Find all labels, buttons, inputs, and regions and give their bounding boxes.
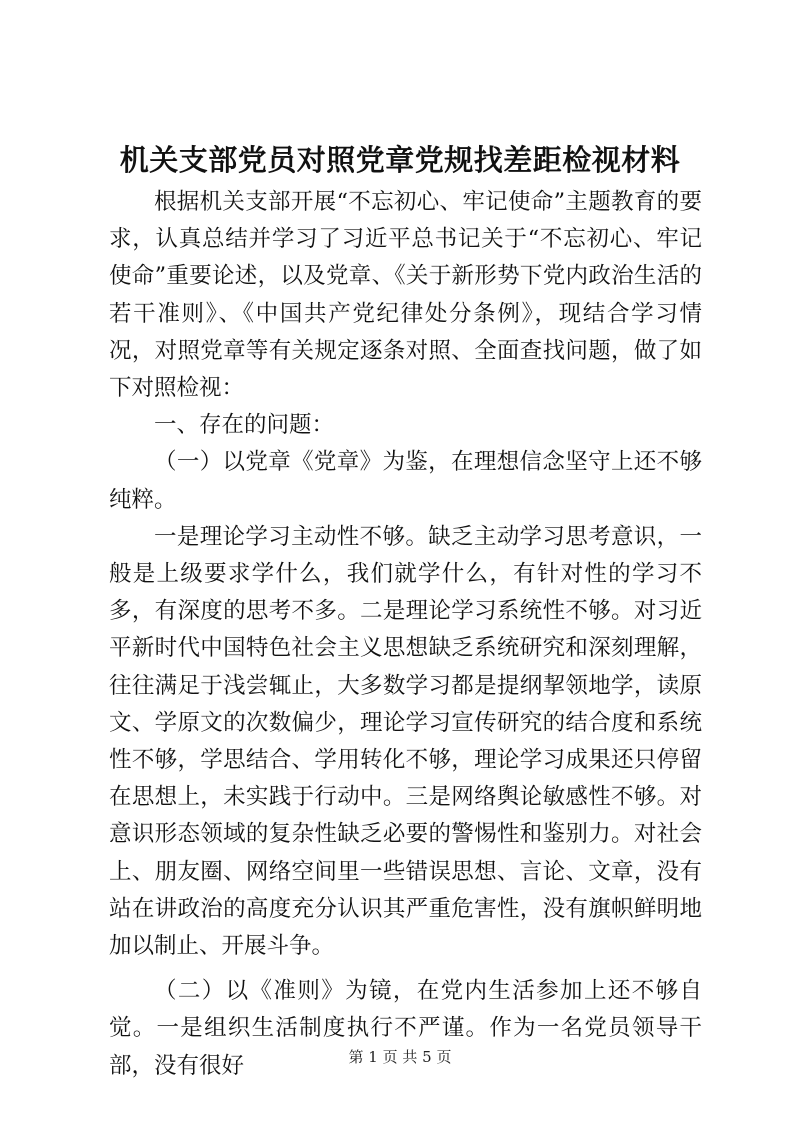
page-footer: 第 1 页 共 5 页 (348, 1048, 452, 1066)
paragraph-intro: 根据机关支部开展“不忘初心、牢记使命”主题教育的要求，认真总结并学习了习近平总书记关于“不忘初心、牢记使命”重要论述，以及党章、《关于新形势下党内政治生活的若干准则》、《中国共产党纪律处分条例》，现结合学习情况，对照党章等有关规定逐条对照、全面查找问题，做了如下对照检视： (109, 189, 702, 402)
paragraph-body-1: 一是理论学习主动性不够。缺乏主动学习思考意识，一般是上级要求学什么，我们就学什么，有针对性的学习不多，有深度的思考不多。二是理论学习系统性不够。对习近平新时代中国特色社会主义思想缺乏系统研究和深刻理解，往往满足于浅尝辄止，大多数学习都是提纲挈领地学，读原文、学原文的次数偏少，理论学习宣传研究的结合度和系统性不够，学思结合、学用转化不够，理论学习成果还只停留在思想上，未实践于行动中。三是网络舆论敏感性不够。对意识形态领域的复杂性缺乏必要的警惕性和鉴别力。对社会上、朋友圈、网络空间里一些错误思想、言论、文章，没有站在讲政治的高度充分认识其严重危害性，没有旗帜鲜明地加以制止、开展斗争。 (109, 523, 702, 960)
document-body (109, 184, 702, 1085)
paragraph-section-heading: 一、存在的问题： (154, 412, 335, 439)
document-title: 机关支部党员对照党章党规找差距检视材料 (119, 143, 681, 177)
paragraph-subsection-1: （一）以党章《党章》为鉴，在理想信念坚守上还不够纯粹。 (109, 449, 702, 513)
paragraph-subsection-2: （二）以《准则》为镜，在党内生活参加上还不够自觉。一是组织生活制度执行不严谨。作为一名党员领导干部，没有很好 (109, 978, 702, 1079)
